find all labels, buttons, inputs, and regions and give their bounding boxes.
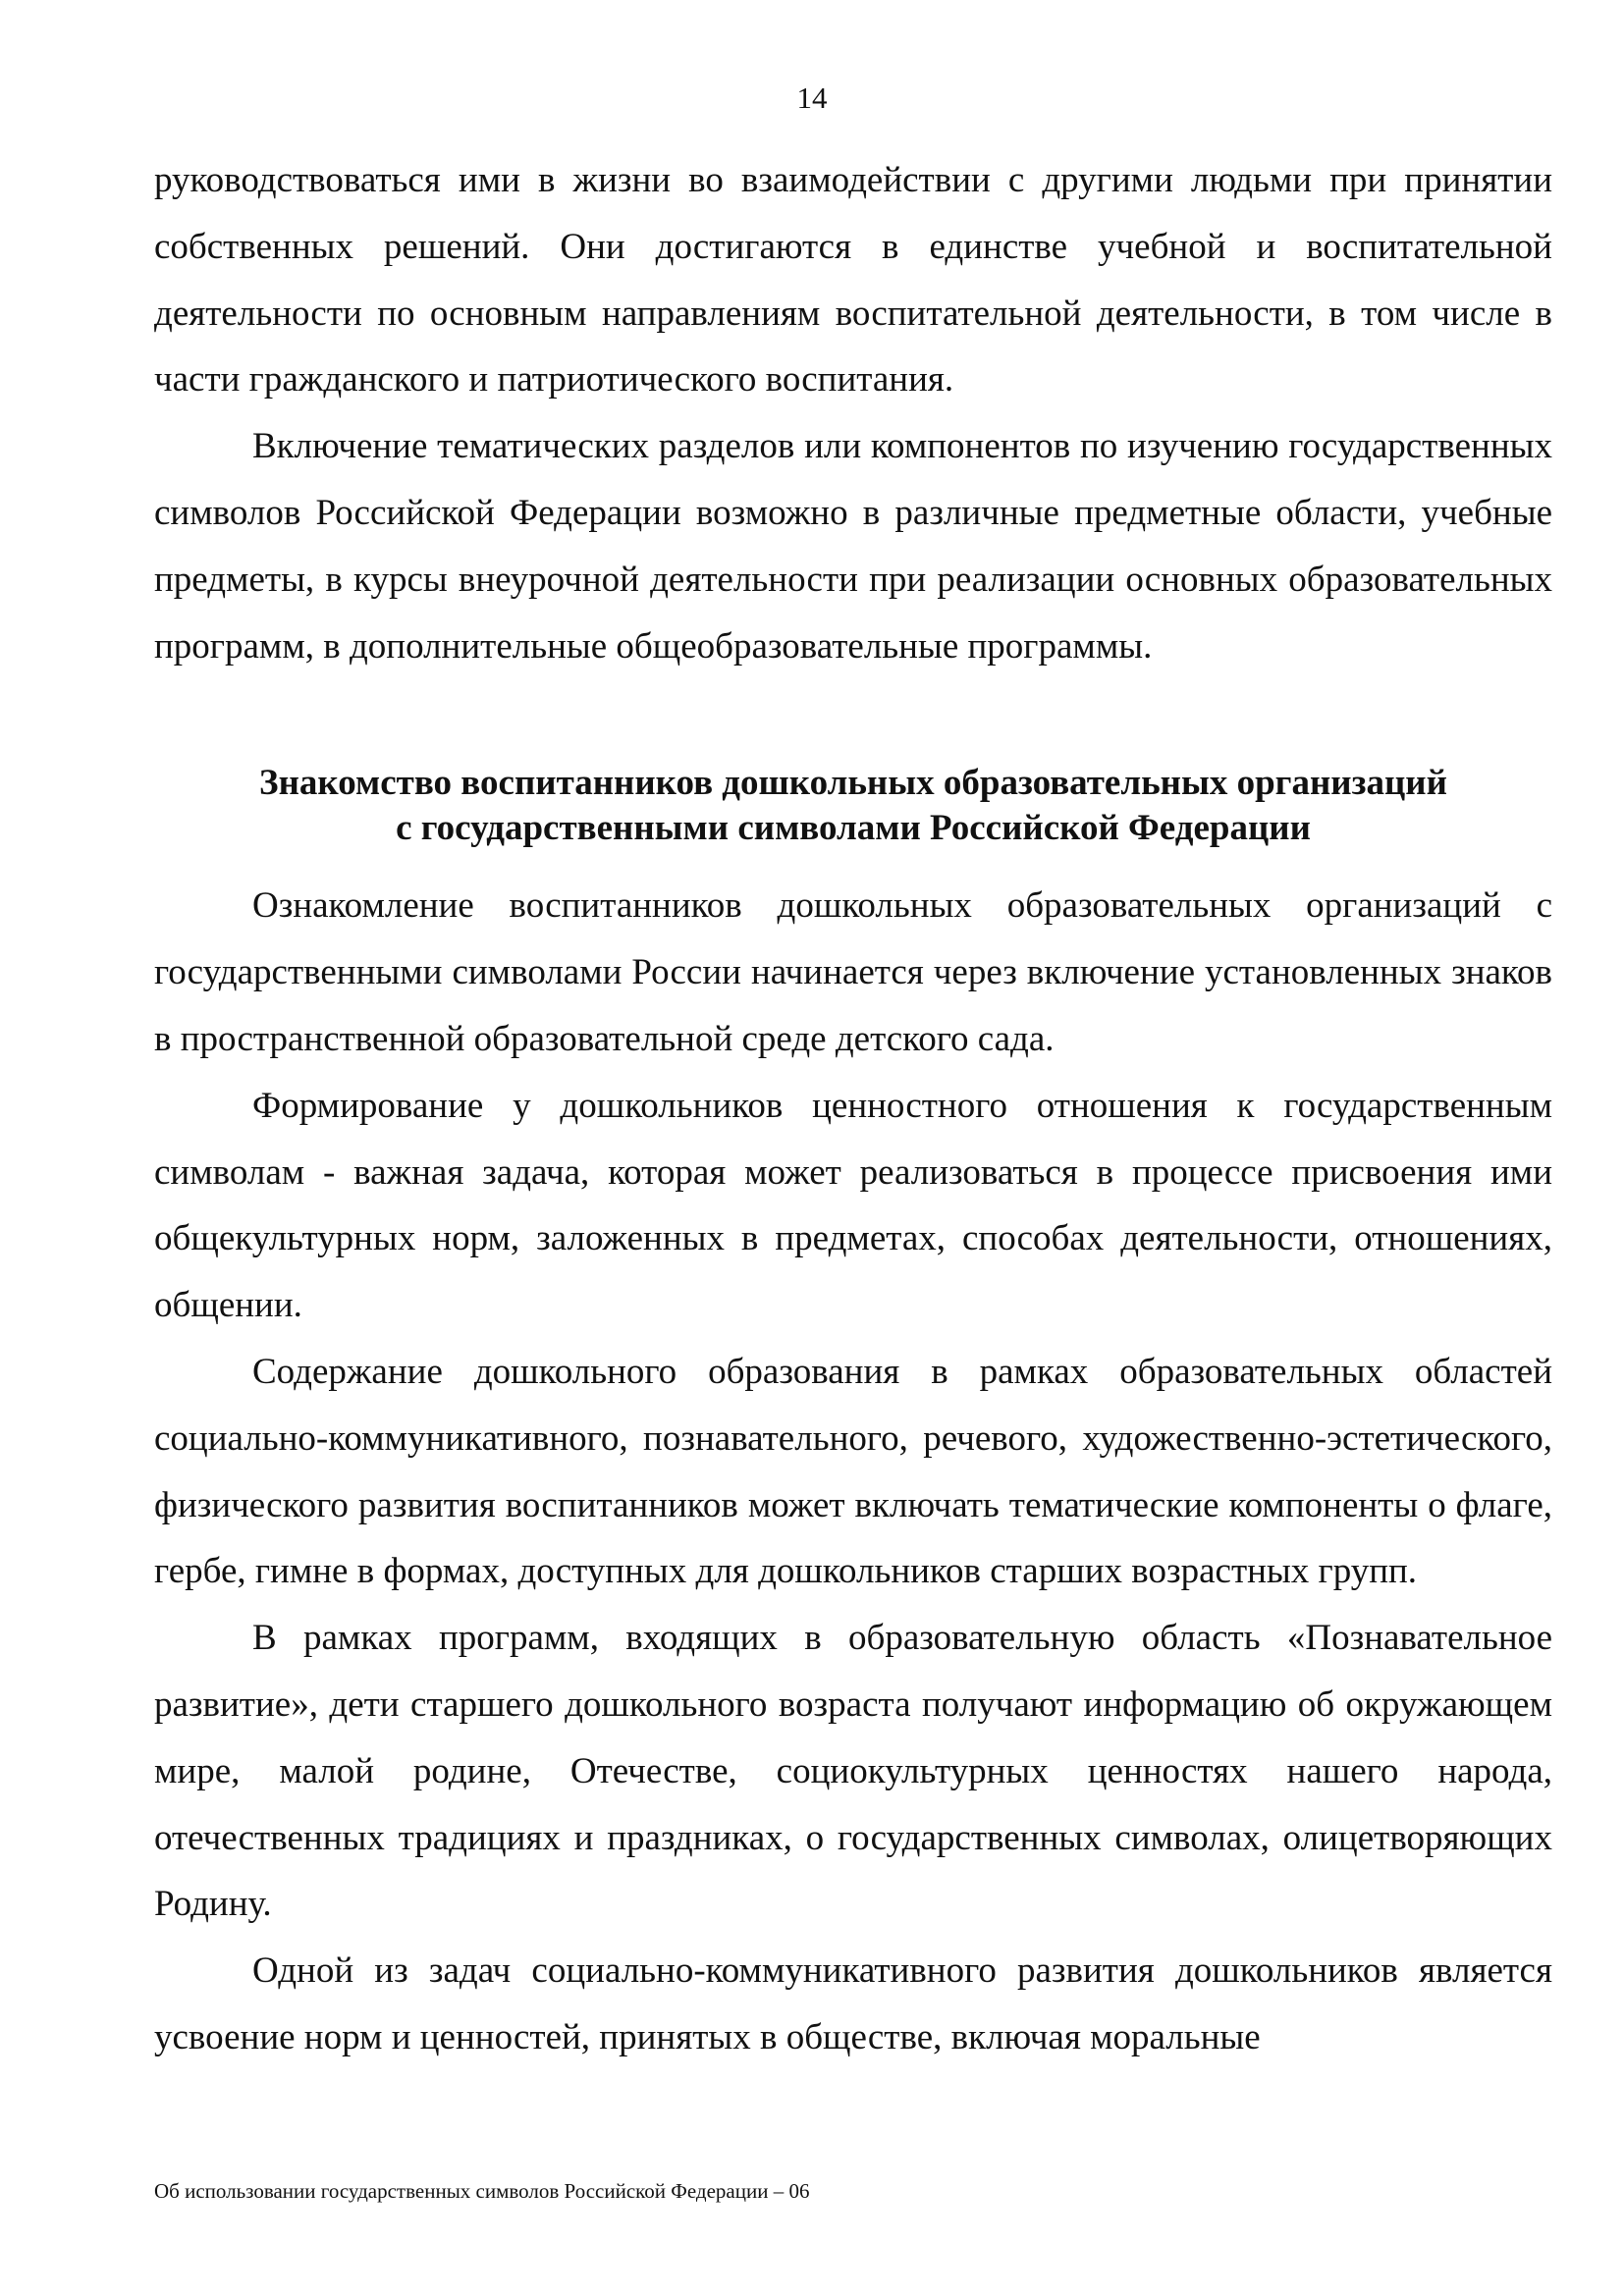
- document-body: [154, 147, 1552, 2071]
- section-heading-line: Знакомство воспитанников дошкольных образовательных организаций: [259, 763, 1447, 804]
- paragraph: Одной из задач социально-коммуникативного развития дошкольников является усвоение норм и ценностей, принятых в обществе, включая моральные: [154, 1950, 1552, 2057]
- paragraph: Формирование у дошкольников ценностного отношения к государственным символам - важная задача, которая может реализоваться в процессе присвоения ими общекультурных норм, заложенных в предметах, способах деятельности, отношениях, общении.: [154, 1085, 1552, 1326]
- paragraph: Ознакомление воспитанников дошкольных образовательных организаций с государственными символами России начинается через включение установленных знаков в пространственной образовательной среде детского сада.: [154, 885, 1552, 1059]
- page-number: 14: [796, 80, 828, 115]
- section-heading-line: с государственными символами Российской Федерации: [396, 808, 1311, 849]
- paragraph: В рамках программ, входящих в образовательную область «Познавательное развитие», дети старшего дошкольного возраста получают информацию об окружающем мире, малой родине, Отечестве, социокультурных ценностях нашего народа, отечественных традициях и праздниках, о государственных символах, олицетворяющих Родину.: [154, 1618, 1552, 1925]
- paragraph: Содержание дошкольного образования в рамках образовательных областей социально-коммуникативного, познавательного, речевого, художественно-эстетического, физического развития воспитанников может включать тематические компоненты о флаге, гербе, гимне в формах, доступных для дошкольников старших возрастных групп.: [154, 1351, 1552, 1592]
- section-heading: [154, 761, 1552, 851]
- paragraph: Включение тематических разделов или компонентов по изучению государственных символов Российской Федерации возможно в различные предметные области, учебные предметы, в курсы внеурочной деятельности при реализации основных образовательных программ, в дополнительные общеобразовательные программы.: [154, 426, 1552, 667]
- paragraph: руководствоваться ими в жизни во взаимодействии с другими людьми при принятии собственных решений. Они достигаются в единстве учебной и воспитательной деятельности по основным направлениям воспитательной деятельности, в том числе в части гражданского и патриотического воспитания.: [154, 160, 1552, 400]
- page-footer: Об использовании государственных символов Российской Федерации – 06: [154, 2179, 810, 2203]
